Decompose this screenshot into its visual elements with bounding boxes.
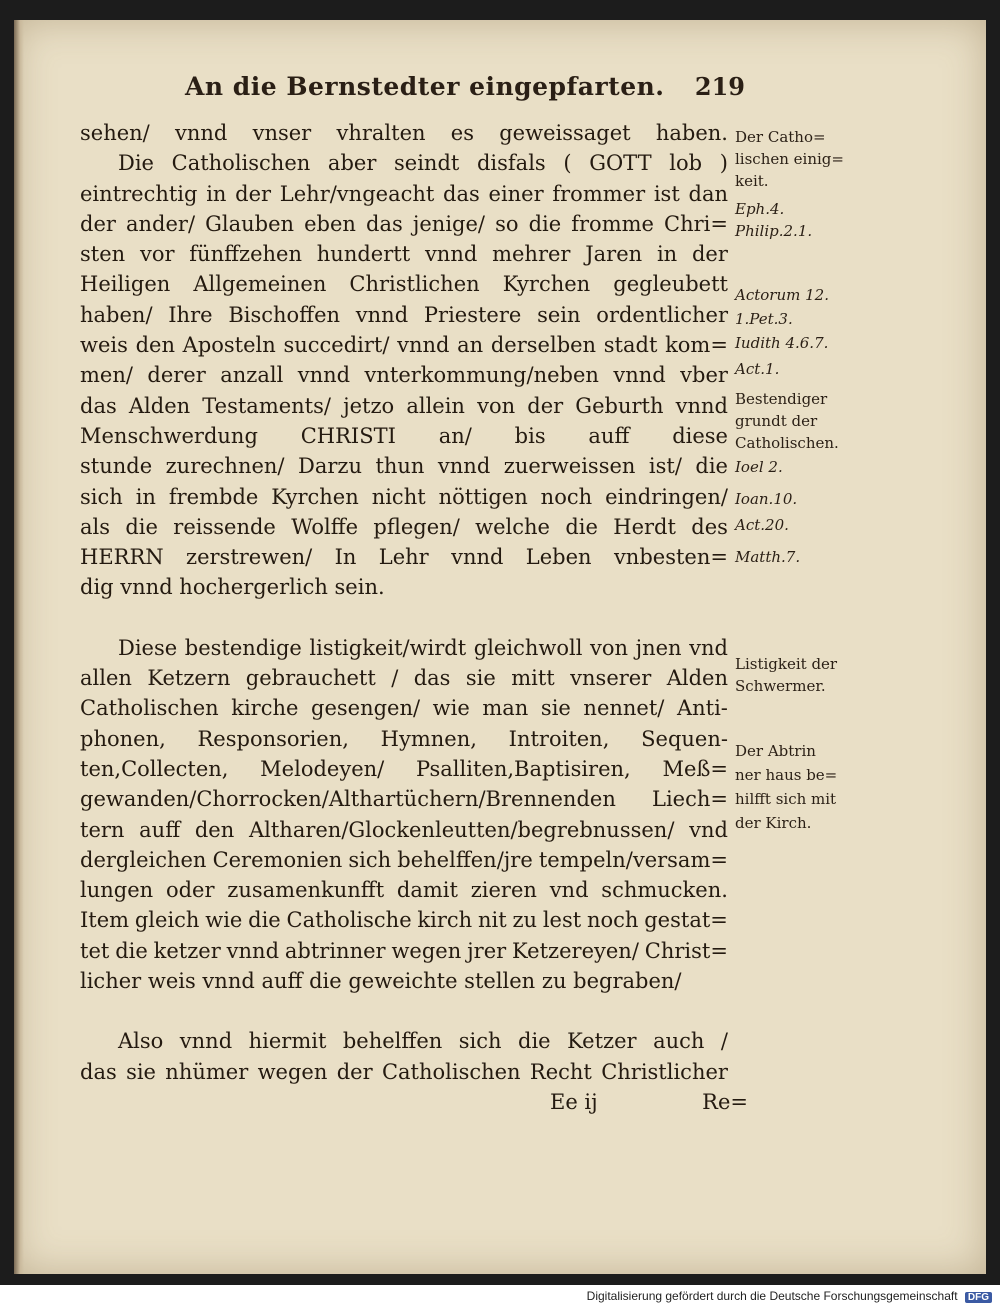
text-line: das sie nhümer wegen der Catholischen Recht Christlicher: [80, 1059, 728, 1084]
footer-credit-text: Digitalisierung gefördert durch die Deutsche Forschungsgemeinschaft: [586, 1289, 958, 1303]
text-line: sehen/ vnnd vnser vhralten es geweissaget haben.: [80, 121, 728, 145]
text-line: als die reissende Wolffe pflegen/ welche die Herdt des: [80, 514, 728, 539]
text-line: sten vor fünffzehen hundertt vnnd mehrer Jaren in der: [80, 242, 728, 267]
text-line: lungen oder zusamenkunfft damit zieren vnd schmucken.: [80, 878, 728, 903]
text-line: Menschwerdung CHRISTI an/ bis auff diese: [80, 423, 728, 448]
text-line: Diese bestendige listigkeit/wirdt gleichwoll von jnen vnd: [118, 635, 728, 660]
margin-note: Matth.7.: [735, 548, 801, 566]
running-head: [185, 72, 745, 112]
text-line: haben/ Ihre Bischoffen vnnd Priestere sein ordentlicher: [80, 302, 728, 327]
text-line: Heiligen Allgemeinen Christlichen Kyrchen gegleubett: [80, 272, 728, 297]
margin-note: Catholischen.: [735, 434, 839, 452]
margin-note: Bestendiger: [735, 390, 828, 408]
margin-note: lischen einig=: [735, 150, 844, 168]
margin-note: der Kirch.: [735, 814, 812, 832]
text-line: stunde zurechnen/ Darzu thun vnnd zuerweissen ist/ die: [80, 454, 728, 479]
text-line: allen Ketzern gebrauchett / das sie mitt vnserer Alden: [80, 666, 728, 691]
text-line: tet die ketzer vnnd abtrinner wegen jrer Ketzereyen/ Christ=: [80, 938, 728, 963]
text-line: das Alden Testaments/ jetzo allein von der Geburth vnnd: [80, 393, 728, 418]
paragraph-1: [80, 118, 728, 603]
margin-note: Ioan.10.: [735, 490, 798, 508]
margin-note: Iudith 4.6.7.: [735, 334, 829, 352]
catch-line: [80, 1087, 748, 1117]
margin-note: grundt der: [735, 412, 818, 430]
paragraph-gap: [80, 996, 728, 1026]
text-line: Catholischen kirche gesengen/ wie man sie nennet/ Anti-: [80, 696, 728, 721]
text-line: Item gleich wie die Catholische kirch nit zu lest noch gestat=: [80, 908, 728, 933]
text-line: HERRN zerstrewen/ In Lehr vnnd Leben vnbesten=: [80, 545, 728, 570]
margin-note: Act.20.: [735, 516, 789, 534]
margin-note: Ioel 2.: [735, 458, 783, 476]
text-line: men/ derer anzall vnnd vnterkommung/neben vnnd vber: [80, 363, 728, 388]
text-line: der ander/ Glauben eben das jenige/ so die fromme Chri=: [80, 211, 728, 236]
paragraph-2: [80, 633, 728, 997]
paragraph-gap: [80, 603, 728, 633]
margin-note: ner haus be=: [735, 766, 838, 784]
text-line: sich in frembde Kyrchen nicht nöttigen noch eindringen/: [80, 484, 728, 509]
text-line: ten,Collecten, Melodeyen/ Psalliten,Baptisiren, Meß=: [80, 756, 728, 781]
main-text-block: [80, 118, 748, 1117]
text-line: dergleichen Ceremonien sich behelffen/jre tempeln/versam=: [80, 847, 728, 872]
margin-note: Der Abtrin: [735, 742, 816, 760]
paragraph-3: [80, 1026, 728, 1087]
dfg-logo-icon: DFG: [965, 1292, 992, 1303]
text-line: phonen, Responsorien, Hymnen, Introiten, Sequen-: [80, 726, 728, 751]
margin-note: 1.Pet.3.: [735, 310, 793, 328]
catchword: Re=: [702, 1089, 748, 1114]
text-line: dig vnnd hochergerlich sein.: [80, 575, 385, 600]
text-line: weis den Aposteln succedirt/ vnnd an derselben stadt kom=: [80, 333, 728, 358]
margin-note: hilfft sich mit: [735, 790, 837, 808]
margin-note: Listigkeit der: [735, 655, 838, 673]
margin-note: Schwermer.: [735, 677, 826, 695]
text-line: eintrechtig in der Lehr/vngeacht das einer frommer ist dan: [80, 181, 728, 206]
footer-bar: [0, 1285, 1000, 1307]
margin-note: Eph.4.: [735, 200, 785, 218]
page-binding-edge: [14, 20, 24, 1274]
text-line: Also vnnd hiermit behelffen sich die Ketzer auch /: [118, 1029, 728, 1054]
margin-note: keit.: [735, 172, 769, 190]
text-line: gewanden/Chorrocken/Althartüchern/Brennenden Liech=: [80, 787, 728, 812]
signature-mark: Ee ij: [550, 1089, 598, 1114]
text-line: Die Catholischen aber seindt disfals ( GOTT lob ): [118, 151, 728, 176]
margin-note: Der Catho=: [735, 128, 826, 146]
text-line: licher weis vnnd auff die geweichte stellen zu begraben/: [80, 969, 682, 994]
margin-note: Act.1.: [735, 360, 780, 378]
page-number: 219: [694, 72, 745, 101]
text-line: tern auff den Altharen/Glockenleutten/begrebnussen/ vnd: [80, 817, 728, 842]
margin-note: Actorum 12.: [735, 286, 829, 304]
footer-credit: [587, 1289, 992, 1303]
running-title: An die Bernstedter eingepfarten.: [185, 72, 665, 101]
margin-note: Philip.2.1.: [735, 222, 813, 240]
